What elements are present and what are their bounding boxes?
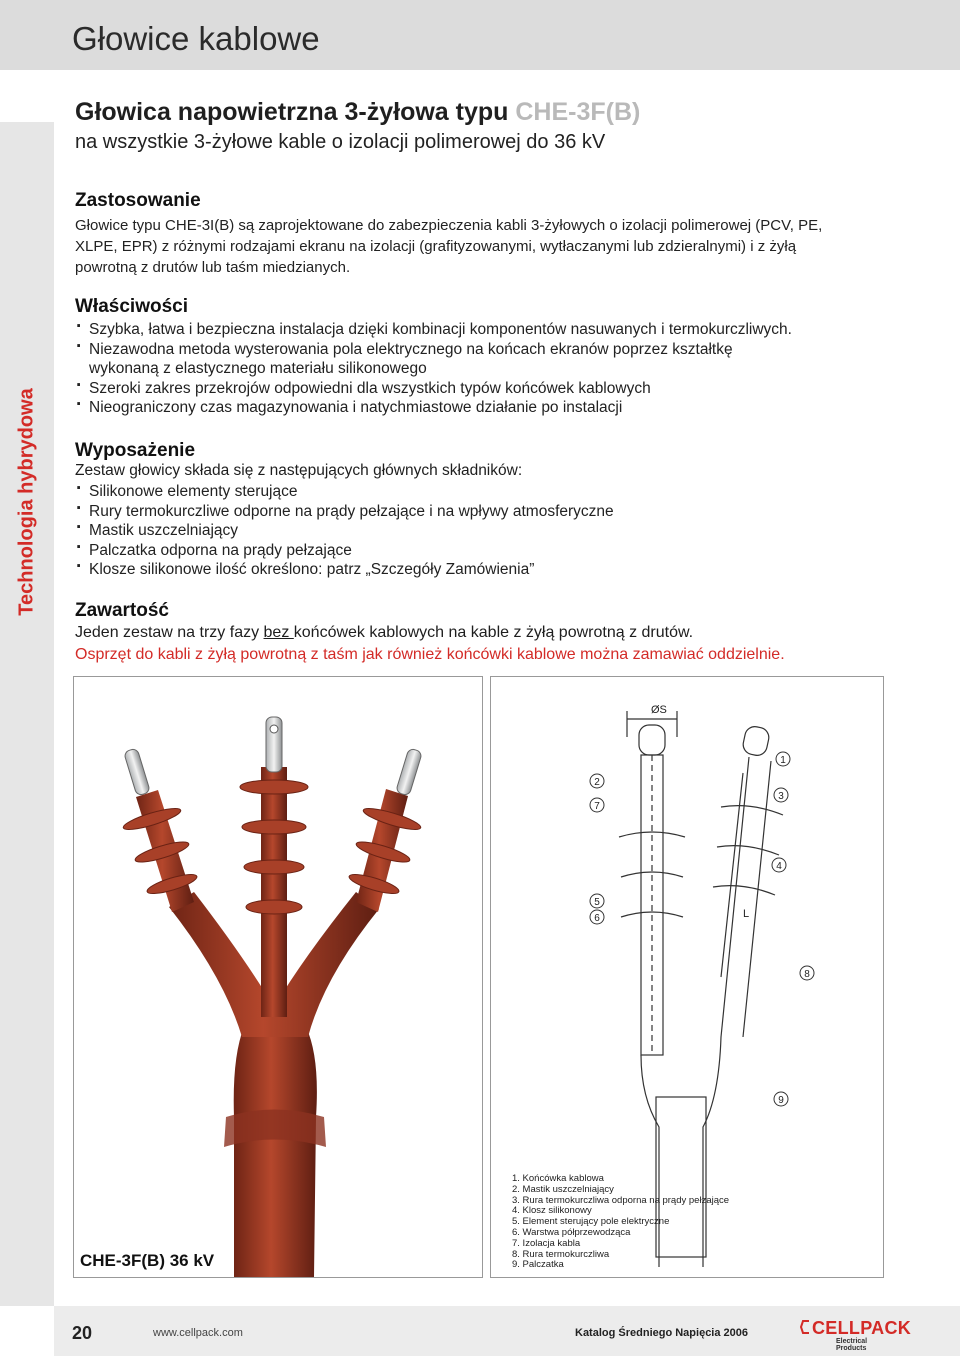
legend-item: 6. Warstwa półprzewodząca [512, 1226, 631, 1238]
callout-3: 3 [778, 791, 784, 802]
list-item: · Szeroki zakres przekrojów odpowiedni dla wszystkich typów końcówek kablowych [75, 379, 935, 399]
zawartosc-text [75, 624, 693, 642]
sidebar-label: Technologia hybrydowa [15, 388, 38, 616]
sidebar-band [0, 122, 54, 1306]
callout-8: 8 [804, 969, 810, 980]
termination-photo-illustration [74, 677, 482, 1277]
callout-2: 2 [594, 777, 600, 788]
photo-label: CHE-3F(B) 36 kV [80, 1251, 215, 1270]
list-item: · Niezawodna metoda wysterowania pola elektrycznego na końcach ekranów poprzez kształtkę [75, 340, 935, 360]
product-photo [73, 676, 483, 1278]
callout-4: 4 [776, 861, 782, 872]
drawing-legend [512, 1174, 729, 1271]
callout-6: 6 [594, 913, 600, 924]
product-title [75, 98, 640, 127]
product-code: CHE-3F(B) [515, 98, 641, 126]
callout-9: 9 [778, 1095, 784, 1106]
callout-1: 1 [780, 755, 786, 766]
legend-item: 1. Końcówka kablowa [512, 1173, 604, 1184]
logo-text: CELLPACK [812, 1318, 912, 1338]
list-item: wykonaną z elastycznego materiału silikonowego [89, 360, 427, 377]
logo-subtext: Electrical Products [836, 1338, 868, 1352]
wlasciwosci-list [75, 320, 935, 418]
list-item: · Klosze silikonowe ilość określono: patrz „Szczegóły Zamówienia” [75, 560, 935, 580]
section-heading-wlasciwosci: Właściwości [75, 296, 188, 317]
list-item: · Palczatka odporna na prądy pełzające [75, 541, 935, 561]
product-subtitle: na wszystkie 3-żyłowe kable o izolacji polimerowej do 36 kV [75, 131, 606, 153]
list-item: · Nieograniczony czas magazynowania i natychmiastowe działanie po instalacji [75, 398, 935, 418]
list-item: · Silikonowe elementy sterujące [75, 482, 935, 502]
legend-item: 4. Klosz silikonowy [512, 1205, 592, 1217]
zawartosc-red-note: Osprzęt do kabli z żyłą powrotną z taśm jak również końcówki kablowe można zamawiać oddzielnie. [75, 646, 785, 663]
list-item: · Mastik uszczelniający [75, 521, 935, 541]
wyposazenie-list [75, 482, 935, 580]
legend-item: 5. Element sterujący pole elektryczne [512, 1216, 670, 1228]
section-heading-wyposazenie: Wyposażenie [75, 440, 196, 461]
product-title-text: Głowica napowietrzna 3-żyłowa typu [75, 98, 509, 126]
callout-7: 7 [594, 801, 600, 812]
legend-item: 8. Rura termokurczliwa [512, 1248, 610, 1260]
footer-url[interactable]: www.cellpack.com [153, 1327, 243, 1339]
legend-item: 7. Izolacja kabla [512, 1237, 581, 1249]
cellpack-logo-icon [800, 1320, 810, 1334]
section-heading-zastosowanie: Zastosowanie [75, 190, 201, 211]
page-number: 20 [72, 1323, 93, 1343]
legend-item: 2. Mastik uszczelniający [512, 1183, 614, 1195]
length-label: L [743, 908, 750, 920]
zawartosc-text-part: końcówek kablowych na kable z żyłą powrotną z drutów. [293, 624, 694, 641]
cellpack-logo [800, 1318, 912, 1352]
footer-catalog-title: Katalog Średniego Napięcia 2006 [575, 1327, 749, 1339]
callout-5: 5 [594, 897, 600, 908]
list-item: · Szybka, łatwa i bezpieczna instalacja dzięki kombinacji komponentów nasuwanych i termokurczliwych. [75, 320, 935, 340]
legend-item: 9. Palczatka [512, 1259, 564, 1271]
zawartosc-underlined: bez [263, 624, 294, 641]
page-title: Głowice kablowe [72, 20, 320, 57]
legend-item: 3. Rura termokurczliwa odporna na prądy pełzające [512, 1194, 730, 1206]
list-item: · Rury termokurczliwe odporne na prądy pełzające i na wpływy atmosferyczne [75, 502, 935, 522]
section-heading-zawartosc: Zawartość [75, 600, 169, 621]
wyposazenie-intro: Zestaw głowicy składa się z następujących głównych składników: [75, 462, 523, 479]
zawartosc-text-part: Jeden zestaw na trzy fazy [75, 624, 264, 641]
dimension-label: ØS [651, 704, 667, 716]
zastosowanie-text: Głowice typu CHE-3I(B) są zaprojektowane do zabezpieczenia kabli 3-żyłowych o izolacji polimerowej (PCV, PE, XLPE, EPR) z różnymi rodzajami ekranu na izolacji (grafityzowanymi, wytłaczanymi lub zdzieralnymi) i z żyłą powrotną z drutów lub taśm miedzianych. [75, 217, 823, 276]
